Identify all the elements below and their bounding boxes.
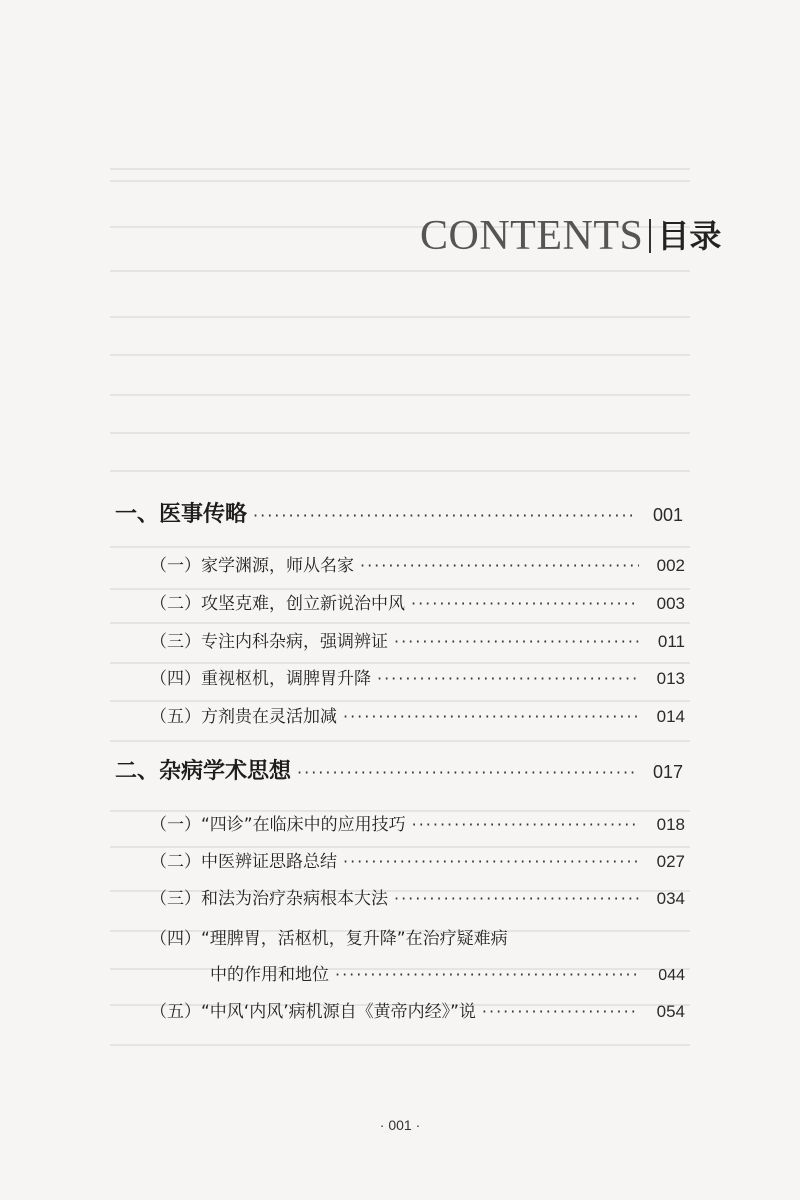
toc-entry-title-continuation: 中的作用和地位 — [210, 965, 329, 985]
toc-page-number: 011 — [657, 632, 685, 651]
toc-page-number: 044 — [658, 967, 685, 984]
toc-entry[interactable] — [150, 847, 685, 877]
toc-page-number: 003 — [656, 594, 685, 613]
dot-leader — [377, 664, 639, 694]
toc-page-number: 027 — [656, 852, 685, 871]
toc-entry[interactable] — [150, 884, 685, 914]
toc-entry-title: （四）重视枢机，调脾胃升降 — [150, 669, 371, 689]
toc-page-number: 054 — [656, 1002, 685, 1021]
toc-entry-continuation[interactable] — [210, 960, 685, 990]
dot-leader — [411, 589, 639, 619]
toc-page-number: 013 — [656, 669, 685, 688]
toc-section-2[interactable] — [115, 757, 683, 787]
toc-section-title: 二、杂病学术思想 — [115, 759, 292, 784]
dot-leader — [335, 960, 639, 990]
toc-page-number: 001 — [652, 505, 683, 525]
page-folio: · 001 · — [379, 1117, 421, 1133]
toc-entry-title: （三）专注内科杂病，强调辨证 — [150, 632, 388, 652]
toc-page-number: 017 — [652, 762, 683, 782]
toc-page-number: 002 — [656, 556, 685, 575]
dot-leader — [482, 997, 639, 1027]
toc-entry-title: （五）“中风‘内风’病机源自《黄帝内经》”说 — [150, 1002, 476, 1022]
toc-page-number: 034 — [656, 889, 685, 908]
toc-entry-title: （五）方剂贵在灵活加减 — [150, 707, 337, 727]
toc-entry-title: （三）和法为治疗杂病根本大法 — [150, 889, 388, 909]
toc-entry-title: （二）攻坚克难，创立新说治中风 — [150, 594, 405, 614]
dot-leader — [343, 847, 639, 877]
toc-entry[interactable] — [150, 924, 685, 954]
toc-page-number: 014 — [656, 707, 685, 726]
toc-entry[interactable] — [150, 997, 685, 1027]
dot-leader — [360, 551, 639, 581]
dot-leader — [412, 810, 639, 840]
toc-section-title: 一、医事传略 — [115, 502, 248, 527]
toc-entry-title: （一）家学渊源，师从名家 — [150, 556, 354, 576]
toc-section-1[interactable] — [115, 500, 683, 530]
contents-heading-zh: 目录 — [657, 217, 722, 255]
toc-entry[interactable] — [150, 589, 685, 619]
dot-leader — [297, 758, 637, 788]
toc-entry-title: （二）中医辨证思路总结 — [150, 852, 337, 872]
toc-entry[interactable] — [150, 551, 685, 581]
contents-heading-en: CONTENTS — [420, 213, 644, 259]
toc-entry[interactable] — [150, 810, 685, 840]
dot-leader — [394, 627, 639, 657]
toc-page-number: 018 — [656, 815, 685, 834]
dot-leader — [394, 884, 639, 914]
dot-leader — [253, 501, 637, 531]
toc-entry-title: （四）“理脾胃，活枢机，复升降”在治疗疑难病 — [150, 929, 508, 949]
toc-entry[interactable] — [150, 702, 685, 732]
dot-leader — [343, 702, 639, 732]
contents-heading — [420, 214, 721, 258]
toc-entry[interactable] — [150, 664, 685, 694]
heading-divider — [649, 219, 651, 253]
toc-entry[interactable] — [150, 627, 685, 657]
toc-entry-title: （一）“四诊”在临床中的应用技巧 — [150, 815, 406, 835]
